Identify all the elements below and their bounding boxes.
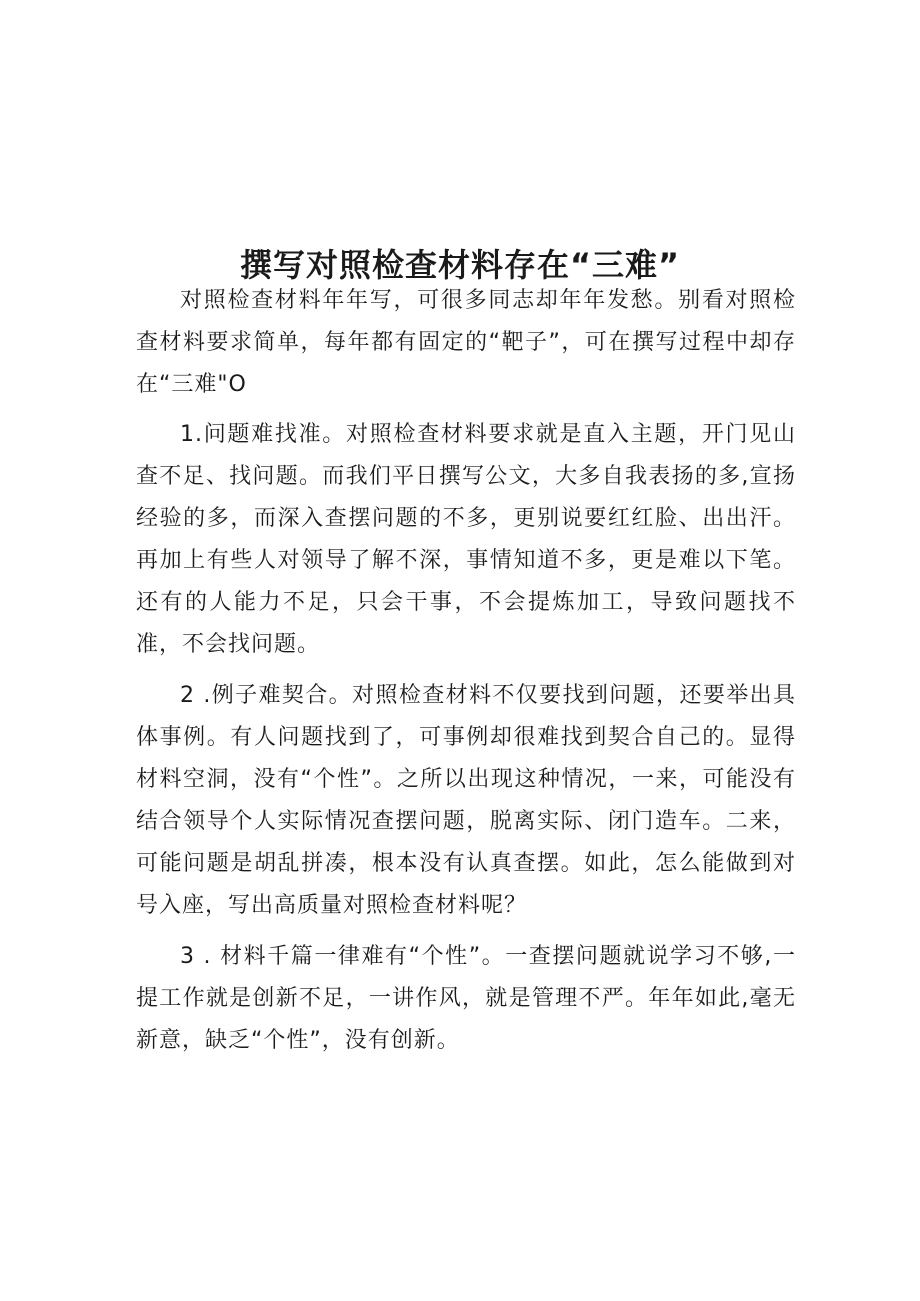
paragraph-3: 3 . 材料千篇一律难有“个性”。一查摆问题就说学习不够,一提工作就是创新不足，一讲作风，就是管理不严。年年如此,毫无新意，缺乏“个性”，没有创新。	[136, 944, 796, 1053]
paragraph-1: 1.问题难找准。对照检查材料要求就是直入主题，开门见山查不足、找问题。而我们平日撰写公文，大多自我表扬的多,宣扬经验的多，而深入查摆问题的不多，更别说要红红脸、出出汗。再加上有些人对领导了解不深，事情知道不多，更是难以下笔。还有的人能力不足，只会干事，不会提炼加工，导致问题找不准，不会找问题。	[136, 422, 796, 657]
document-title: 撰写对照检查材料存在“三难”	[239, 246, 681, 285]
intro-paragraph: 对照检查材料年年写，可很多同志却年年发愁。别看对照检查材料要求简单，每年都有固定的“靶子”，可在撰写过程中却存在“三难"O	[136, 288, 796, 397]
paragraph-2: 2 .例子难契合。对照检查材料不仅要找到问题，还要举出具体事例。有人问题找到了，可事例却很难找到契合自己的。显得材料空洞，没有“个性”。之所以出现这种情况，一来，可能没有结合领导个人实际情况查摆问题，脱离实际、闭门造车。二来，可能问题是胡乱拼凑，根本没有认真查摆。如此，怎么能做到对号入座，写出高质量对照检查材料呢？	[136, 683, 796, 918]
